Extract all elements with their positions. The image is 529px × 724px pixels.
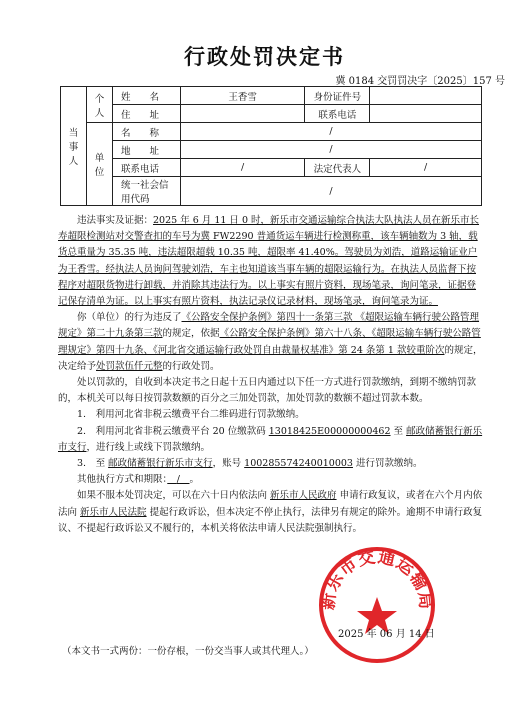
id-value <box>370 87 482 105</box>
party-info-table <box>60 86 482 206</box>
unit-address-label: 地 址 <box>112 141 180 159</box>
payment-method-1: 1. 利用河北省非税云缴费平台二维码进行罚款缴纳。 <box>77 409 305 421</box>
unit-name-value: / <box>180 123 481 141</box>
party-label: 当事人 <box>61 87 87 206</box>
footer-note: （本文书一式两份：一份存根，一份交当事人或其代理人。） <box>62 646 314 657</box>
seal-text: 新乐市交通运输局 <box>318 547 436 611</box>
name-value: 王香雪 <box>180 87 305 105</box>
credit-code-value: / <box>180 177 481 206</box>
decision-body <box>58 213 484 537</box>
address-label: 住 址 <box>112 105 180 123</box>
unit-phone-value: / <box>180 159 305 177</box>
unit-address-value: / <box>180 141 481 159</box>
legal-basis: 你（单位）的行为违反了《公路安全保护条例》第四十一条第三款 《超限运输车辆行驶公路管理规定》第二十九条第三款的规定，依据《公路安全保护条例》第六十八条、《超限运输车辆行驶公路管理规定》第四十九条、《河北省交通运输行政处罚自由裁量权基准》第 24 条第 1 款较重阶次的规定，决定给予处罚款伍仟元整的行政处罚。 <box>58 312 483 372</box>
individual-label: 个人 <box>86 87 112 123</box>
document-number: 冀 0184 交罚罚决字〔2025〕157 号 <box>335 76 505 87</box>
phone-value <box>370 105 482 123</box>
credit-code-label: 统一社会信用代码 <box>112 177 180 206</box>
name-label: 姓 名 <box>112 87 180 105</box>
document-title: 行政处罚决定书 <box>184 45 345 69</box>
violation-facts: 违法事实及证据：2025 年 6 月 11 日 0 时，新乐市交通运输综合执法大队执法人员在新乐市长寿超限检测站对交警查扣的车号为冀 FW2290 普通货运车辆进行检测称重，该车辆轴数为 3 轴，载货总重量为 35.35 吨，违法超限超载 10.35 吨，超限率 41.40%。驾驶员为刘浩，道路运输证业户为王香雪。经执法人员询问驾驶刘浩，车主也知道该当事车辆的超限运输行为。在执法人员监督下按程序对超限货物进行卸载，并消除其违法行为。以上事实有照片资料，现场笔录，询问笔录，证据登记保存清单为证。以上事实有照片资料，执法记录仪记录材料，现场笔录，询问笔录为证。 <box>58 215 480 308</box>
payment-method-2: 2. 利用河北省非税云缴费平台 20 位缴款码 13018425E00000000462 至 邮政储蓄银行新乐市支行，进行线上或线下罚款缴纳。 <box>58 425 483 453</box>
legal-rep-value: / <box>370 159 482 177</box>
payment-method-3: 3. 至 邮政储蓄银行新乐市支行，账号 100285574240010003 进行罚款缴纳。 <box>77 458 423 470</box>
id-label: 身份证件号 <box>305 87 370 105</box>
unit-label: 单位 <box>86 123 112 206</box>
phone-label: 联系电话 <box>305 105 370 123</box>
decision-date: 2025 年 06 月 14 日 <box>338 629 435 640</box>
address-value <box>180 105 305 123</box>
payment-notice: 处以罚款的，自收到本决定书之日起十五日内通过以下任一方式进行罚款缴纳，到期不缴纳罚款的，本机关可以每日按罚款数额的百分之三加处罚款，加处罚款的数额不超过罚款本数。 <box>58 377 477 405</box>
unit-name-label: 名 称 <box>112 123 180 141</box>
other-execution: 其他执行方式和期限： / 。 <box>77 474 200 486</box>
official-seal <box>317 545 437 665</box>
unit-phone-label: 联系电话 <box>112 159 180 177</box>
legal-rep-label: 法定代表人 <box>305 159 370 177</box>
appeal-notice: 如果不服本处罚决定，可以在六十日内依法向 新乐市人民政府 申请行政复议，或者在六个月内依法向 新乐市人民法院 提起行政诉讼，但本决定不停止执行，法律另有规定的除外。逾期不申请行政复议、不提起行政诉讼又不履行的，本机关将依法申请人民法院强制执行。 <box>58 490 483 534</box>
